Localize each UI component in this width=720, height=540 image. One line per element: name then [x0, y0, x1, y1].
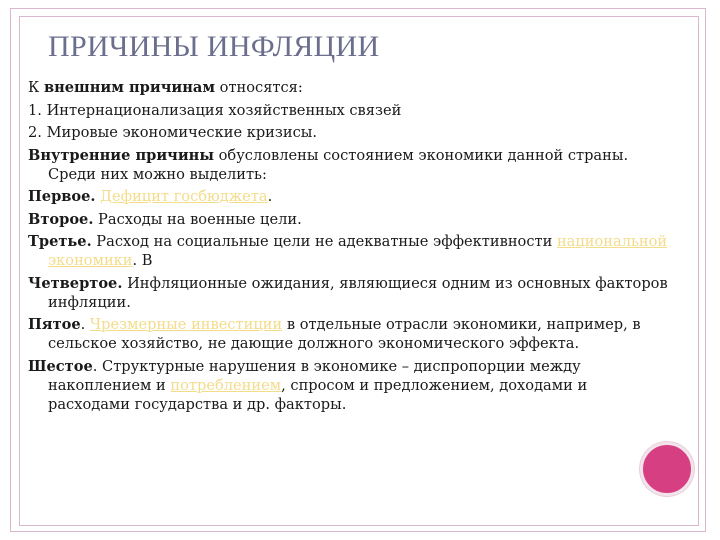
text: в отдельные отрасли экономики, например, в сельское хозяйство, не дающие должного экономического эффекта. [48, 316, 641, 352]
decorative-circle [640, 442, 694, 496]
paragraph [28, 101, 668, 120]
paragraph [28, 146, 668, 184]
text: . [80, 316, 90, 333]
slide-title: ПРИЧИНЫ ИНФЛЯЦИИ [48, 30, 380, 63]
paragraph [28, 187, 668, 206]
text: обусловлены состоянием экономики данной страны. Среди них можно выделить: [48, 146, 629, 183]
text: К [28, 79, 44, 96]
text: относятся: [215, 79, 303, 96]
paragraph [28, 78, 668, 97]
bold-text: Третье. [28, 233, 92, 250]
bold-text: Пятое [28, 316, 81, 333]
bold-text: внешним причинам [43, 79, 216, 96]
hyperlink[interactable]: потреблением [170, 376, 282, 394]
paragraph [28, 210, 668, 229]
text: . [267, 188, 273, 205]
text: Расход на социальные цели не адекватные эффективности [91, 233, 557, 250]
paragraph [28, 357, 668, 414]
bold-text: Первое. [28, 188, 96, 205]
paragraph [28, 315, 668, 353]
text: , спросом и предложением, доходами и расходами государства и др. факторы. [48, 376, 588, 413]
text: 1. Интернационализация хозяйственных связей [28, 101, 402, 119]
hyperlink[interactable]: национальной экономики [48, 233, 668, 269]
hyperlink[interactable]: Чрезмерные инвестиции [89, 316, 283, 333]
text: . В [132, 252, 153, 269]
text: 2. Мировые экономические кризисы. [28, 124, 318, 141]
text: Расходы на военные цели. [93, 210, 302, 228]
paragraph [28, 232, 668, 270]
bold-text: Внутренние причины [28, 146, 214, 164]
text: . Структурные нарушения в экономике – диспропорции между накоплением и [48, 357, 581, 394]
text: Инфляционные ожидания, являющиеся одним из основных факторов инфляции. [48, 274, 668, 311]
paragraph [28, 123, 668, 142]
bold-text: Шестое [28, 357, 93, 375]
hyperlink[interactable]: Дефицит госбюджета [100, 188, 268, 205]
bold-text: Четвертое. [28, 274, 123, 292]
slide-body [28, 78, 668, 417]
paragraph [28, 274, 668, 312]
bold-text: Второе. [28, 210, 94, 228]
